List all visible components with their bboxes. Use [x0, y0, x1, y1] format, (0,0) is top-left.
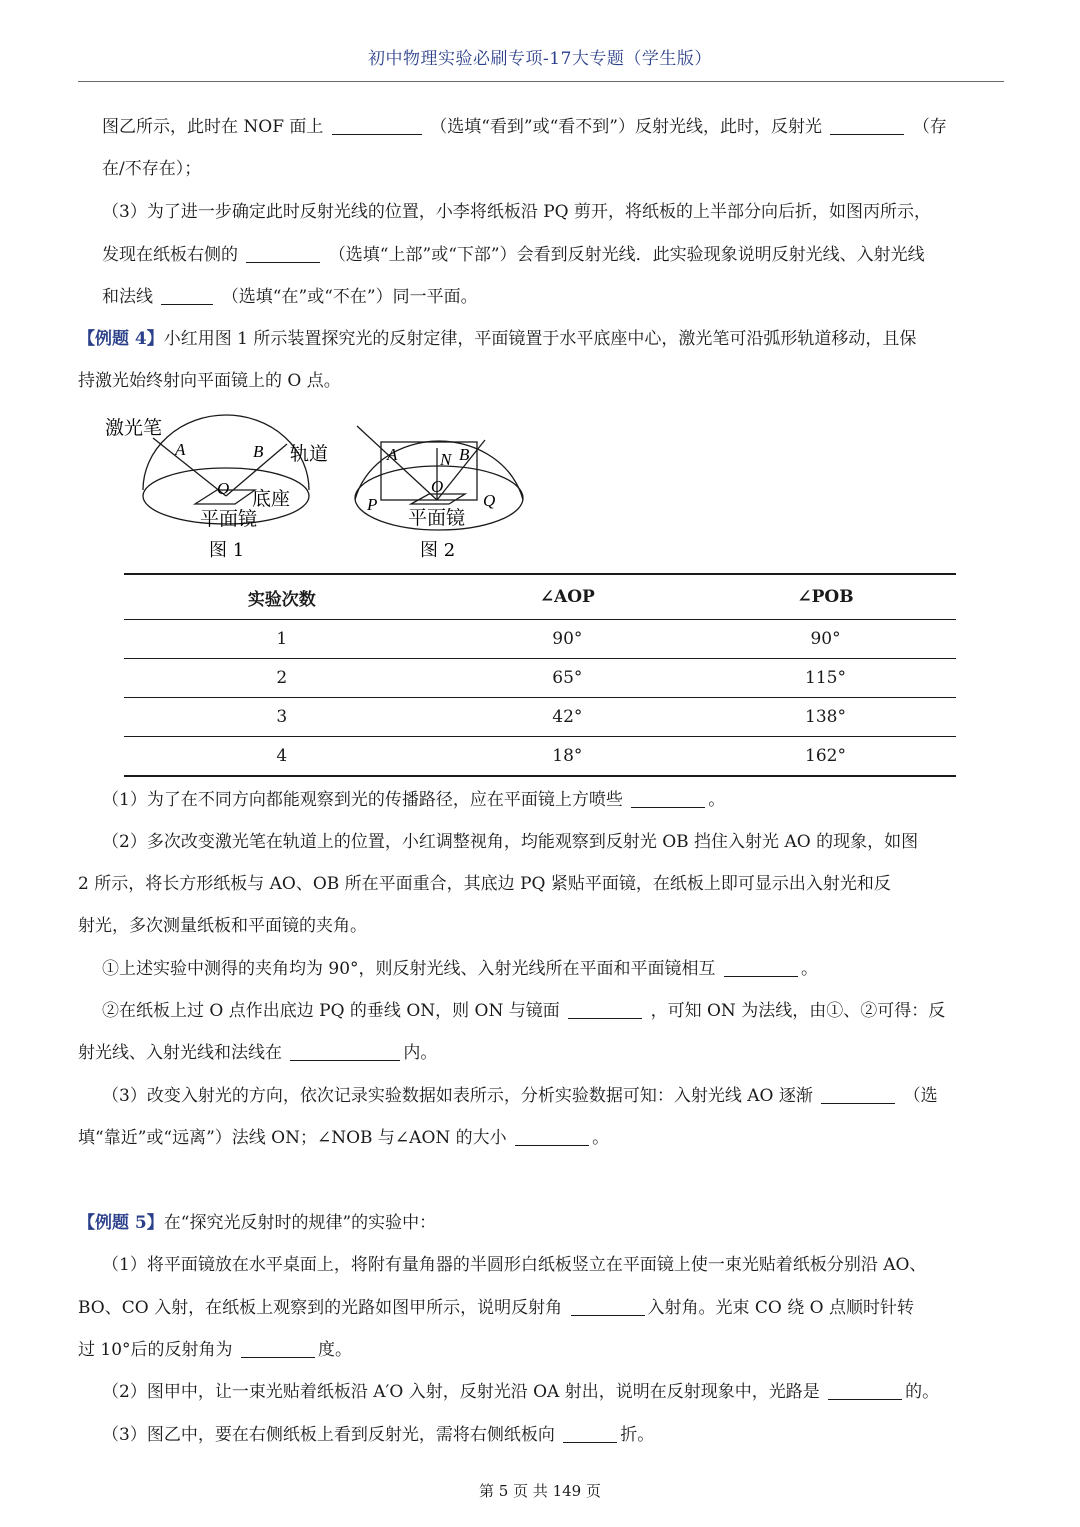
text: （选填“看到”或“看不到”）反射光线，此时，反射光 [430, 117, 822, 137]
text: 内。 [403, 1043, 438, 1063]
answer-blank[interactable] [821, 1083, 895, 1104]
text: （3）图乙中，要在右侧纸板上看到反射光，需将右侧纸板向 [102, 1425, 555, 1445]
text: （存 [912, 117, 947, 137]
point-B: B [459, 445, 470, 464]
answer-blank[interactable] [246, 242, 320, 263]
answer-blank[interactable] [724, 956, 798, 977]
text-line [78, 1421, 1004, 1449]
text: 小红用图 1 所示装置探究光的反射定律，平面镜置于水平底座中心，激光笔可沿弧形轨道移动，且保 [163, 329, 917, 349]
figure-1-diagram [95, 408, 329, 568]
answer-blank[interactable] [828, 1379, 902, 1400]
point-O: O [217, 479, 230, 498]
table-row [124, 698, 956, 737]
base-label: 底座 [252, 488, 291, 510]
text-line [78, 1336, 1004, 1364]
text-line [78, 155, 1004, 183]
text-line [78, 786, 1004, 814]
table-cell: 90° [695, 620, 956, 659]
column-header: 实验次数 [124, 574, 440, 620]
text: （3）改变入射光的方向，依次记录实验数据如表所示，分析实验数据可知：入射光线 AO 逐渐 [102, 1086, 813, 1106]
angle-data-table [124, 573, 956, 777]
text-line [78, 1209, 1004, 1237]
header-divider [78, 81, 1004, 82]
text: （选填“在”或“不在”）同一平面。 [221, 287, 478, 307]
page-header-title: 初中物理实验必刷专项-17大专题（学生版） [368, 49, 712, 69]
text-line: （3）为了进一步确定此时反射光线的位置，小李将纸板沿 PQ 剪开，将纸板的上半部分向后折，如图丙所示， [102, 202, 931, 222]
point-Q: Q [483, 491, 496, 510]
answer-blank[interactable] [290, 1040, 400, 1061]
answer-blank[interactable] [631, 787, 705, 808]
table-cell: 18° [440, 737, 695, 777]
text: （1）为了在不同方向都能观察到光的传播路径，应在平面镜上方喷些 [102, 790, 623, 810]
table-cell: 4 [124, 737, 440, 777]
text: 在/不存在）； [102, 159, 202, 179]
table-cell: 1 [124, 620, 440, 659]
figure-2-diagram [345, 420, 535, 570]
example-tag: 【例题 5】 [78, 1213, 164, 1233]
point-A: A [387, 445, 398, 464]
text: 和法线 [102, 287, 153, 307]
text-line [78, 325, 1004, 353]
text-line [78, 1124, 1004, 1152]
mirror-label: 平面镜 [200, 508, 258, 530]
laser-label: 激光笔 [105, 417, 163, 439]
text-line [78, 1082, 1004, 1110]
text: （选 [903, 1086, 938, 1106]
table-row [124, 737, 956, 777]
text: ，可知 ON 为法线，由①、②可得：反 [650, 1001, 946, 1021]
text-line [78, 113, 1004, 141]
text-line [78, 283, 1004, 311]
point-A: A [175, 440, 186, 459]
text-line [78, 241, 1004, 269]
example-tag: 【例题 4】 [78, 329, 164, 349]
text: 入射角。光束 CO 绕 O 点顺时针转 [647, 1298, 914, 1318]
table-cell: 162° [695, 737, 956, 777]
page-number: 第 5 页 共 149 页 [478, 1482, 601, 1500]
text-line [78, 367, 1004, 395]
text: BO、CO 入射，在纸板上观察到的光路如图甲所示，说明反射角 [78, 1298, 563, 1318]
text-line: 射光，多次测量纸板和平面镜的夹角。 [78, 916, 367, 936]
laser-beam-A [153, 438, 226, 496]
text: 折。 [620, 1425, 655, 1445]
table-header-row [124, 574, 956, 620]
text: 持激光始终射向平面镜上的 O 点。 [78, 371, 341, 391]
answer-blank[interactable] [563, 1422, 617, 1443]
text: 在“探究光反射时的规律”的实验中： [163, 1213, 437, 1233]
column-header: ∠AOP [440, 574, 695, 620]
answer-blank[interactable] [571, 1295, 645, 1316]
table-row [124, 620, 956, 659]
point-N: N [440, 450, 452, 469]
point-O: O [431, 477, 444, 496]
answer-blank[interactable] [332, 114, 422, 135]
table-cell: 65° [440, 659, 695, 698]
text-line [78, 1378, 1004, 1406]
answer-blank[interactable] [161, 284, 213, 305]
answer-blank[interactable] [830, 114, 904, 135]
text: 。 [592, 1128, 610, 1148]
text: 射光线、入射光线和法线在 [78, 1043, 282, 1063]
text: 的。 [905, 1382, 940, 1402]
answer-blank[interactable] [515, 1125, 589, 1146]
text-line [78, 997, 1004, 1025]
figure-1-caption: 图 1 [209, 540, 245, 561]
text: 图乙所示，此时在 NOF 面上 [102, 117, 324, 137]
text: 。 [708, 790, 726, 810]
text: ①上述实验中测得的夹角均为 90°，则反射光线、入射光线所在平面和平面镜相互 [102, 959, 716, 979]
text: （2）图甲中，让一束光贴着纸板沿 A′O 入射，反射光沿 OA 射出，说明在反射现象中，光路是 [102, 1382, 820, 1402]
text: 发现在纸板右侧的 [102, 245, 238, 265]
point-B: B [253, 442, 264, 461]
table-cell: 90° [440, 620, 695, 659]
text: ②在纸板上过 O 点作出底边 PQ 的垂线 ON，则 ON 与镜面 [102, 1001, 560, 1021]
point-P: P [367, 495, 378, 514]
figure-2-caption: 图 2 [420, 540, 456, 561]
table-cell: 42° [440, 698, 695, 737]
text-line: 2 所示，将长方形纸板与 AO、OB 所在平面重合，其底边 PQ 紧贴平面镜，在纸板上即可显示出入射光和反 [78, 874, 891, 894]
text: 过 10°后的反射角为 [78, 1340, 233, 1360]
text-line: （1）将平面镜放在水平桌面上，将附有量角器的半圆形白纸板竖立在平面镜上使一束光贴着纸板分别沿 AO、 [102, 1255, 927, 1275]
table-cell: 115° [695, 659, 956, 698]
text: 度。 [317, 1340, 352, 1360]
text-line [78, 1294, 1004, 1322]
column-header: ∠POB [695, 574, 956, 620]
track-label: 轨道 [290, 443, 329, 465]
table-cell: 2 [124, 659, 440, 698]
text: 。 [800, 959, 818, 979]
table-row [124, 659, 956, 698]
text-line [78, 1039, 1004, 1067]
mirror-label: 平面镜 [408, 507, 466, 529]
text: 填“靠近”或“远离”）法线 ON；∠NOB 与∠AON 的大小 [78, 1128, 507, 1148]
text-line [78, 955, 1004, 983]
text-line: （2）多次改变激光笔在轨道上的位置，小红调整视角，均能观察到反射光 OB 挡住入射光 AO 的现象，如图 [102, 832, 919, 852]
answer-blank[interactable] [568, 998, 642, 1019]
text: （选填“上部”或“下部”）会看到反射光线．此实验现象说明反射光线、入射光线 [328, 245, 925, 265]
table-cell: 138° [695, 698, 956, 737]
table-cell: 3 [124, 698, 440, 737]
answer-blank[interactable] [241, 1337, 315, 1358]
